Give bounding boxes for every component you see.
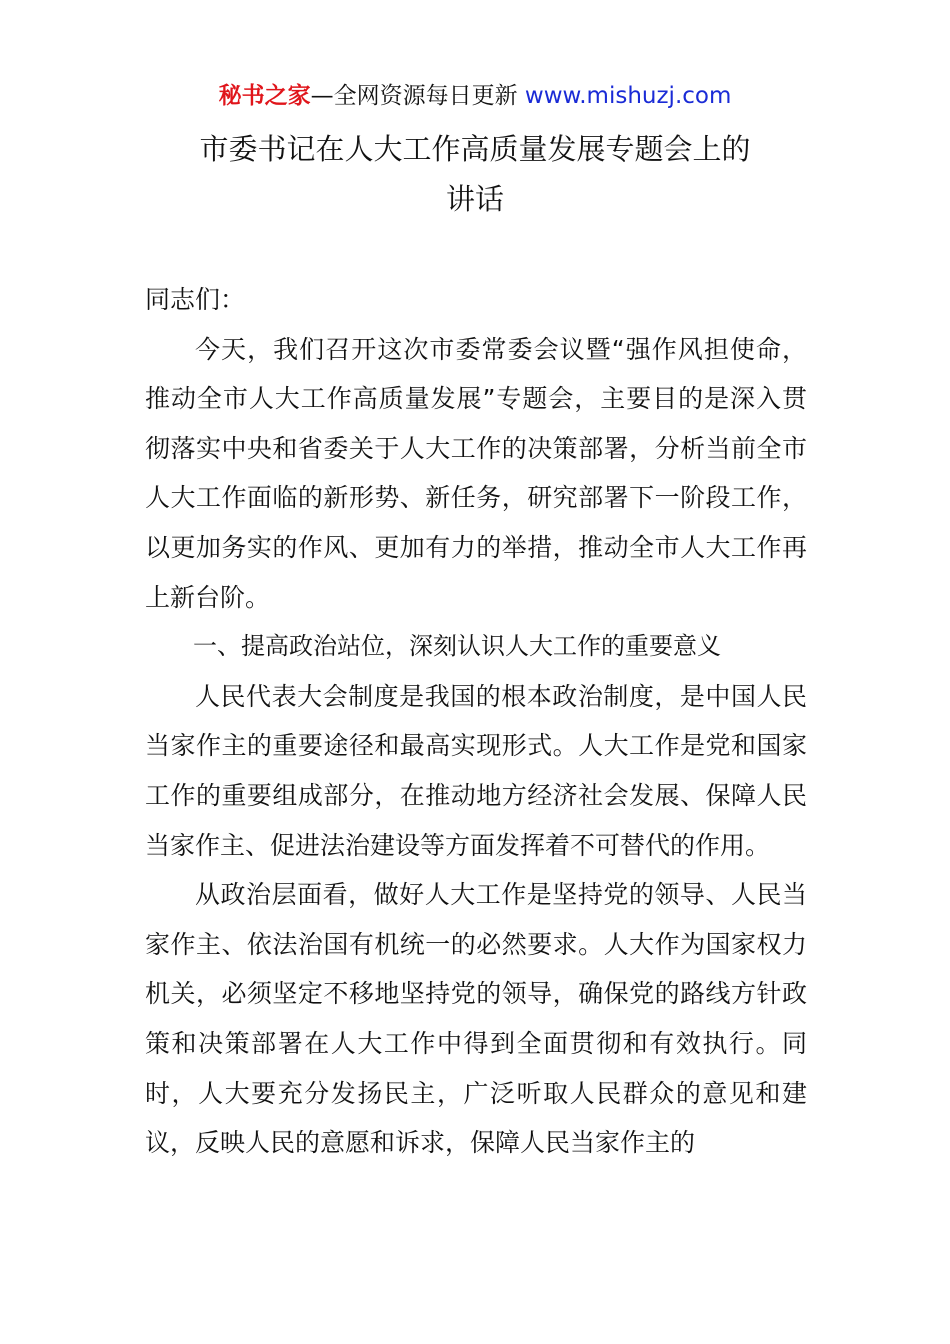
site-header — [0, 78, 950, 114]
site-url-link[interactable]: www.mishuzj.com — [524, 83, 732, 109]
paragraph-political: 从政治层面看，做好人大工作是坚持党的领导、人民当家作主、依法治国有机统一的必然要求。人大作为国家权力机关，必须坚定不移地坚持党的领导，确保党的路线方针政策和决策部署在人大工作中得到全面贯彻和有效执行。同时，人大要充分发扬民主，广泛听取人民群众的意见和建议，反映人民的意愿和诉求，保障人民当家作主的 — [145, 880, 807, 1158]
paragraph-intro: 今天，我们召开这次市委常委会议暨“强作风担使命，推动全市人大工作高质量发展”专题会，主要目的是深入贯彻落实中央和省委关于人大工作的决策部署，分析当前全市人大工作面临的新形势、新任务，研究部署下一阶段工作，以更加务实的作风、更加有力的举措，推动全市人大工作再上新台阶。 — [145, 334, 807, 612]
title-line-1: 市委书记在人大工作高质量发展专题会上的 — [199, 132, 751, 166]
header-tagline: —全网资源每日更新 — [310, 83, 525, 109]
salutation: 同志们： — [145, 285, 246, 314]
paragraph-system: 人民代表大会制度是我国的根本政治制度，是中国人民当家作主的重要途径和最高实现形式。人大工作是党和国家工作的重要组成部分，在推动地方经济社会发展、保障人民当家作主、促进法治建设等方面发挥着不可替代的作用。 — [145, 681, 807, 860]
document-body — [145, 275, 807, 1168]
section-heading-1: 一、提高政治站位，深刻认识人大工作的重要意义 — [193, 632, 721, 661]
document-title — [0, 124, 950, 224]
title-line-2: 讲话 — [445, 182, 504, 216]
brand-name: 秘书之家 — [218, 83, 311, 109]
